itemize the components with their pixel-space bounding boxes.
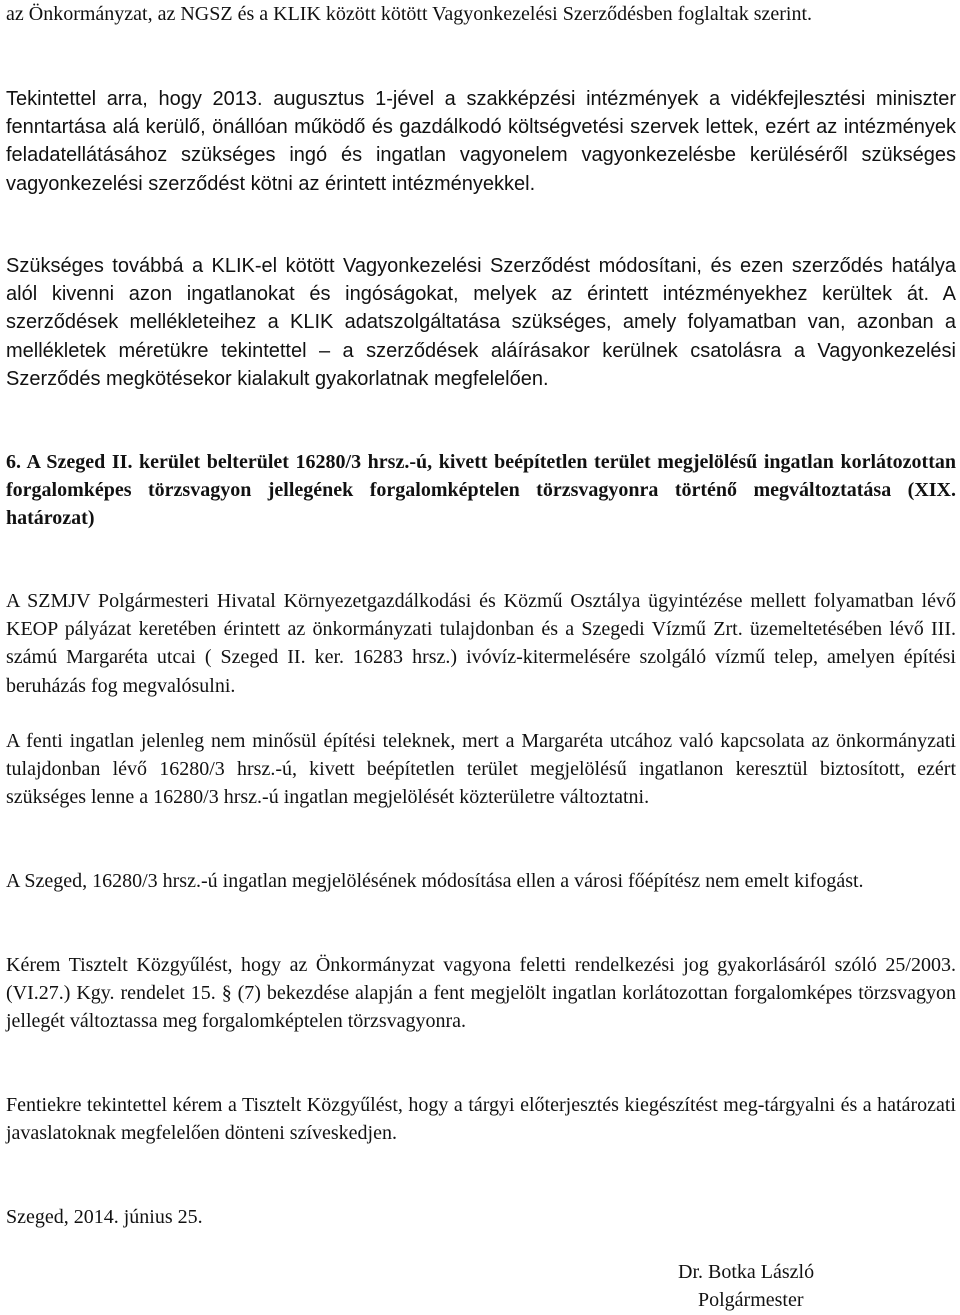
paragraph-request-assembly: Kérem Tisztelt Közgyűlést, hogy az Önkormányzat vagyona feletti rendelkezési jog gyakorlásáról szóló 25/2003. (VI.27.) Kgy. rendelet 15. § (7) bekezdése alapján a fent megjelölt ingatlan korlátozottan forgalomképes törzsvagyon jellegét változtassa meg forgalomképtelen törzsvagyonra.: [6, 954, 956, 1033]
section-heading-6: 6. A Szeged II. kerület belterület 16280/3 hrsz.-ú, kivett beépítetlen terület megjelölésű ingatlan korlátozottan forgalomképes törzsvagyon jellegének forgalomképtelen törzsvagyonra történő megváltoztatása (XIX. határozat): [6, 451, 956, 530]
paragraph-closing-request: Fentiekre tekintettel kérem a Tisztelt Közgyűlést, hogy a tárgyi előterjesztés kiegészítést meg-tárgyalni és a határozati javaslatoknak megfelelően dönteni szíveskedjen.: [6, 1094, 956, 1145]
paragraph-agreement-reference: az Önkormányzat, az NGSZ és a KLIK között kötött Vagyonkezelési Szerződésben foglaltak szerint.: [6, 3, 813, 25]
paragraph-keop-project: A SZMJV Polgármesteri Hivatal Környezetgazdálkodási és Közmű Osztálya ügyintézése mellett folyamatban lévő KEOP pályázat keretében érintett az önkormányzati tulajdonban és a Szegedi Vízmű Zrt. üzemeltetésében lévő III. számú Margaréta utcai ( Szeged II. ker. 16283 hrsz.) ivóvíz-kitermelésére szolgáló vízmű telep, amelyen építési beruházás fog megvalósulni.: [6, 590, 956, 697]
paragraph-chief-architect: A Szeged, 16280/3 hrsz.-ú ingatlan megjelölésének módosítása ellen a városi főépítész nem emelt kifogást.: [6, 870, 864, 892]
signature-block: [678, 1258, 878, 1314]
signatory-title: Polgármester: [698, 1289, 804, 1311]
paragraph-vocational-institutions: Tekintettel arra, hogy 2013. augusztus 1-jével a szakképzési intézmények a vidékfejlesztési miniszter fenntartása alá kerülő, önállóan működő és gazdálkodó költségvetési szervek lettek, ezért az intézmények feladatellátásához szükséges ingó és ingatlan vagyonelem vagyonkezelésbe kerüléséről szükséges vagyonkezelési szerződést kötni az érintett intézményekkel.: [6, 88, 956, 195]
paragraph-property-status: A fenti ingatlan jelenleg nem minősül építési teleknek, mert a Margaréta utcához való kapcsolata az önkormányzati tulajdonban lévő 16280/3 hrsz.-ú, kivett beépítetlen terület megjelölésű ingatlanon keresztül biztosított, ezért szükséges lenne a 16280/3 hrsz.-ú ingatlan megjelölését közterületre változtatni.: [6, 730, 956, 809]
paragraph-klik-amendment: Szükséges továbbá a KLIK-el kötött Vagyonkezelési Szerződést módosítani, és ezen szerződés hatálya alól kivenni azon ingatlanokat és ingóságokat, melyek az érintett intézményekhez kerültek át. A szerződések mellékleteihez a KLIK adatszolgáltatása szükséges, amely folyamatban van, azonban a mellékletek méretükre tekintettel – a szerződések aláírásakor kerülnek csatolásra a Vagyonkezelési Szerződés megkötésekor kialakult gyakorlatnak megfelelően.: [6, 255, 956, 390]
signatory-name: Dr. Botka László: [678, 1261, 815, 1283]
place-date: Szeged, 2014. június 25.: [6, 1206, 203, 1228]
